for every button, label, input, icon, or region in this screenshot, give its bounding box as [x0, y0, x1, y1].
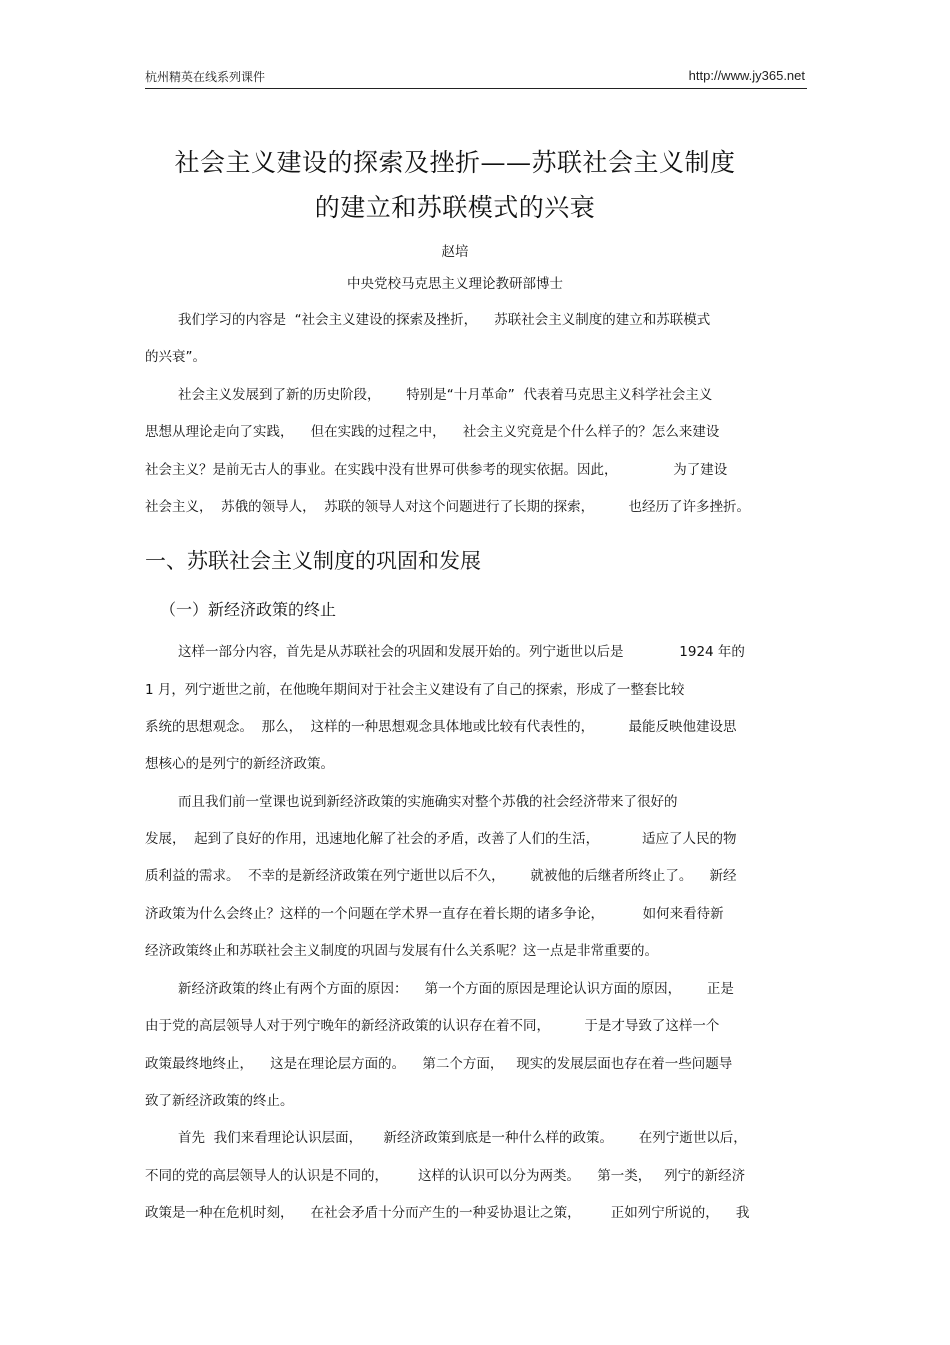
body-line: 政策最终地终止， 这是在理论层方面的。 第二个方面， 现实的发展层面也存在着一些问题导 [145, 1056, 733, 1072]
body-line: 社会主义？是前无古人的事业。在实践中没有世界可供参考的现实依据。因此， 为了建设 [145, 462, 728, 478]
title-line-1: 社会主义建设的探索及挫折——苏联社会主义制度 [174, 148, 736, 177]
title-line-2: 的建立和苏联模式的兴衰 [314, 193, 596, 222]
body-line: 不同的党的高层领导人的认识是不同的， 这样的认识可以分为两类。 第一类， 列宁的新经济 [145, 1168, 746, 1184]
header-left-text: 杭州精英在线系列课件 [145, 70, 266, 84]
body-line: 社会主义发展到了新的历史阶段， 特别是“十月革命” 代表着马克思主义科学社会主义 [178, 387, 713, 403]
body-line: 的兴衰”。 [145, 349, 206, 365]
body-line: 我们学习的内容是 “社会主义建设的探索及挫折， 苏联社会主义制度的建立和苏联模式 [178, 312, 711, 328]
body-line: 1 月，列宁逝世之前，在他晚年期间对于社会主义建设有了自己的探索，形成了一整套比较 [145, 682, 685, 698]
affiliation: 中央党校马克思主义理论教研部博士 [347, 276, 563, 292]
body-line: 济政策为什么会终止？这样的一个问题在学术界一直存在着长期的诸多争论， 如何来看待新 [145, 906, 724, 922]
author: 赵培 [441, 244, 469, 260]
body-line: 思想从理论走向了实践， 但在实践的过程之中， 社会主义究竟是个什么样子的？怎么来建设 [145, 424, 720, 440]
body-line: 政策是一种在危机时刻， 在社会矛盾十分而产生的一种妥协退让之策， 正如列宁所说的， 我 [145, 1205, 750, 1221]
body-line: 首先 我们来看理论认识层面， 新经济政策到底是一种什么样的政策。 在列宁逝世以后， [178, 1130, 747, 1146]
body-line: 致了新经济政策的终止。 [145, 1093, 294, 1109]
page-header [145, 66, 807, 89]
subsection-heading: （一）新经济政策的终止 [160, 600, 337, 619]
body-line: 系统的思想观念。 那么， 这样的一种思想观念具体地或比较有代表性的， 最能反映他建设思 [145, 719, 737, 735]
body-line: 新经济政策的终止有两个方面的原因： 第一个方面的原因是理论认识方面的原因， 正是 [178, 981, 734, 997]
body-line: 质利益的需求。 不幸的是新经济政策在列宁逝世以后不久， 就被他的后继者所终止了。 新经 [145, 868, 737, 884]
section-heading: 一、苏联社会主义制度的巩固和发展 [145, 549, 481, 573]
body-line: 想核心的是列宁的新经济政策。 [145, 756, 334, 772]
body-line: 由于党的高层领导人对于列宁晚年的新经济政策的认识存在着不同， 于是才导致了这样一个 [145, 1018, 720, 1034]
header-url: http://www.jy365.net [688, 68, 805, 83]
body-line: 这样一部分内容，首先是从苏联社会的巩固和发展开始的。列宁逝世以后是 1924 年的 [178, 644, 745, 660]
body-line: 发展， 起到了良好的作用，迅速地化解了社会的矛盾，改善了人们的生活， 适应了人民的物 [145, 831, 737, 847]
body-line: 而且我们前一堂课也说到新经济政策的实施确实对整个苏俄的社会经济带来了很好的 [178, 794, 678, 810]
body-line: 社会主义， 苏俄的领导人， 苏联的领导人对这个问题进行了长期的探索， 也经历了许多挫折。 [145, 499, 750, 515]
body-line: 经济政策终止和苏联社会主义制度的巩固与发展有什么关系呢？这一点是非常重要的。 [145, 943, 658, 959]
